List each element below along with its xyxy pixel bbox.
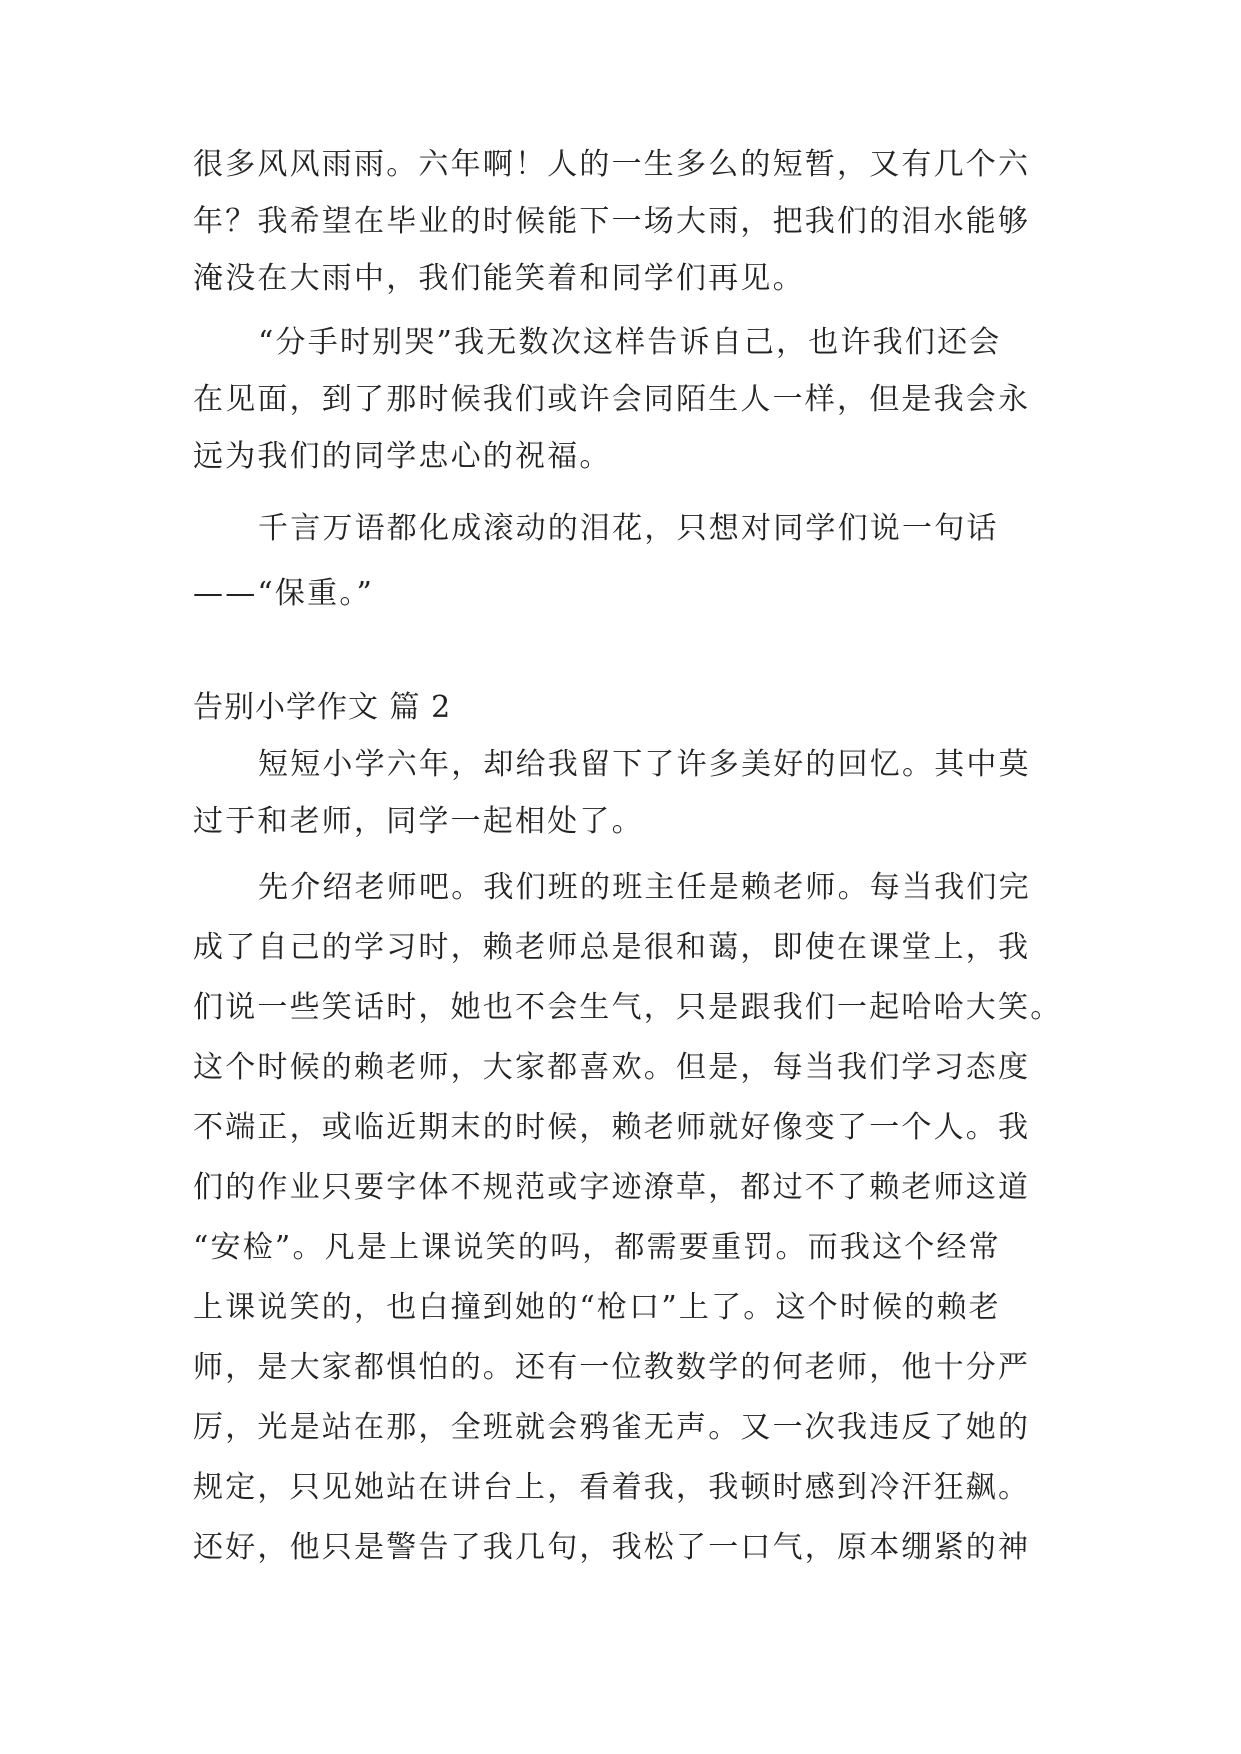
text-line: ——“保重。” [193,576,375,611]
text-line: 们的作业只要字体不规范或字迹潦草，都过不了赖老师这道 [193,1170,1031,1205]
text-line: 师，是大家都惧怕的。还有一位教数学的何老师，他十分严 [193,1350,1031,1385]
text-line: 先介绍老师吧。我们班的班主任是赖老师。每当我们完 [258,870,1031,905]
text-line: 成了自己的学习时，赖老师总是很和蔼，即使在课堂上，我 [193,930,1031,965]
text-line: “安检”。凡是上课说笑的吗，都需要重罚。而我这个经常 [193,1230,1001,1265]
section-heading: 告别小学作文 篇 2 [193,690,452,725]
text-line: 厉，光是站在那，全班就会鸦雀无声。又一次我违反了她的 [193,1410,1031,1445]
text-line: 很多风风雨雨。六年啊！人的一生多么的短暂，又有几个六 [193,147,1031,182]
text-line: 过于和老师，同学一起相处了。 [193,804,644,839]
text-line: 上课说笑的，也白撞到她的“枪口”上了。这个时候的赖老 [193,1290,1001,1325]
text-line: 短短小学六年，却给我留下了许多美好的回忆。其中莫 [258,747,1031,782]
text-line: 这个时候的赖老师，大家都喜欢。但是，每当我们学习态度 [193,1050,1031,1085]
text-line: 淹没在大雨中，我们能笑着和同学们再见。 [193,261,805,296]
text-line: 在见面，到了那时候我们或许会同陌生人一样，但是我会永 [193,382,1031,417]
text-line: 规定，只见她站在讲台上，看着我，我顿时感到冷汗狂飙。 [193,1470,1031,1505]
text-line: “分手时别哭”我无数次这样告诉自己，也许我们还会 [258,325,1002,360]
text-line: 千言万语都化成滚动的泪花，只想对同学们说一句话 [258,511,999,546]
text-line: 不端正，或临近期末的时候，赖老师就好像变了一个人。我 [193,1110,1031,1145]
text-line: 年？我希望在毕业的时候能下一场大雨，把我们的泪水能够 [193,204,1031,239]
text-line: 还好，他只是警告了我几句，我松了一口气，原本绷紧的神 [193,1530,1031,1565]
text-line: 们说一些笑话时，她也不会生气，只是跟我们一起哈哈大笑。 [193,990,1063,1025]
text-line: 远为我们的同学忠心的祝福。 [193,439,612,474]
